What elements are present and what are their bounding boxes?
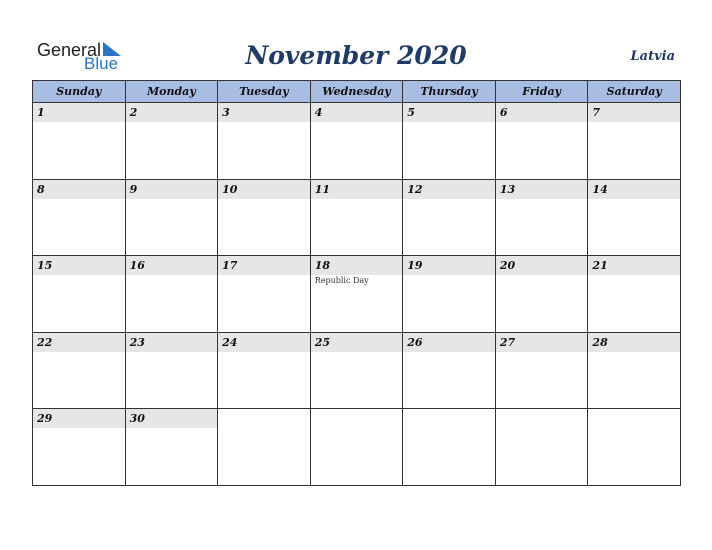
weekday-header-tuesday: Tuesday [218,81,311,103]
day-cell [218,256,311,333]
day-number: 22 [37,335,53,349]
day-number: 20 [499,259,516,273]
day-cell [496,333,589,410]
day-cell [588,103,681,180]
day-cell [403,103,496,180]
day-cell [311,103,404,180]
day-number-strip [126,180,218,199]
day-number: 12 [407,182,423,196]
day-number: 11 [314,182,331,196]
day-number: 23 [129,335,145,349]
day-number-strip [496,103,588,122]
day-cell [218,103,311,180]
logo-text-general: General [37,40,102,60]
day-cell [126,180,219,257]
day-number-strip [311,103,403,122]
day-number: 8 [37,182,45,196]
day-number: 29 [37,412,53,426]
day-cell [403,409,496,486]
day-cell [403,256,496,333]
day-cell [588,256,681,333]
day-number: 14 [592,182,608,196]
day-number: 1 [37,106,45,119]
day-number: 24 [222,335,238,349]
day-number-strip [33,103,125,122]
logo-text-blue: Blue [84,54,119,73]
day-cell [126,409,219,486]
day-number: 19 [407,259,423,273]
day-cell [588,333,681,410]
day-cell [33,180,126,257]
day-cell [218,409,311,486]
day-cell [33,409,126,486]
day-number: 21 [592,259,608,273]
page-title: November 2020 [245,41,467,70]
day-number: 27 [499,335,516,349]
day-cell [218,180,311,257]
day-number-strip [218,103,310,122]
day-cell [403,333,496,410]
day-number: 3 [222,106,230,119]
day-number: 7 [592,106,601,119]
weekday-header-thursday: Thursday [403,81,496,103]
day-number: 18 [314,259,331,273]
day-number: 30 [129,412,145,426]
day-cell [496,103,589,180]
day-cell [33,333,126,410]
day-number: 15 [37,259,53,273]
day-cell [588,180,681,257]
day-number: 9 [129,182,138,196]
day-cell [311,409,404,486]
day-number: 26 [407,335,423,349]
day-number: 4 [314,106,323,119]
holiday-label: Republic Day [314,276,369,286]
day-number: 6 [499,106,508,119]
day-number-strip [126,103,218,122]
weekday-header-friday: Friday [496,81,589,103]
day-cell [33,103,126,180]
day-cell [126,256,219,333]
day-cell [311,180,404,257]
day-number: 10 [222,182,238,196]
day-number: 2 [129,106,138,119]
day-number: 28 [592,335,608,349]
day-cell [126,333,219,410]
day-cell [311,256,404,333]
day-cell [496,409,589,486]
weekday-header-sunday: Sunday [33,81,126,103]
country-label: Latvia [630,49,675,64]
day-number: 16 [129,259,145,273]
day-cell [218,333,311,410]
day-number-strip [588,103,680,122]
day-number: 13 [499,182,516,196]
day-cell [496,256,589,333]
calendar-grid [32,80,681,486]
day-number: 25 [314,335,331,349]
weekday-header-wednesday: Wednesday [311,81,404,103]
day-number: 17 [222,259,238,273]
weekday-header-saturday: Saturday [588,81,681,103]
day-number: 5 [407,106,415,119]
weekday-header-monday: Monday [126,81,219,103]
day-cell [311,333,404,410]
day-cell [33,256,126,333]
day-cell [496,180,589,257]
day-cell [403,180,496,257]
day-cell [126,103,219,180]
day-number-strip [33,180,125,199]
day-number-strip [403,103,495,122]
day-cell [588,409,681,486]
